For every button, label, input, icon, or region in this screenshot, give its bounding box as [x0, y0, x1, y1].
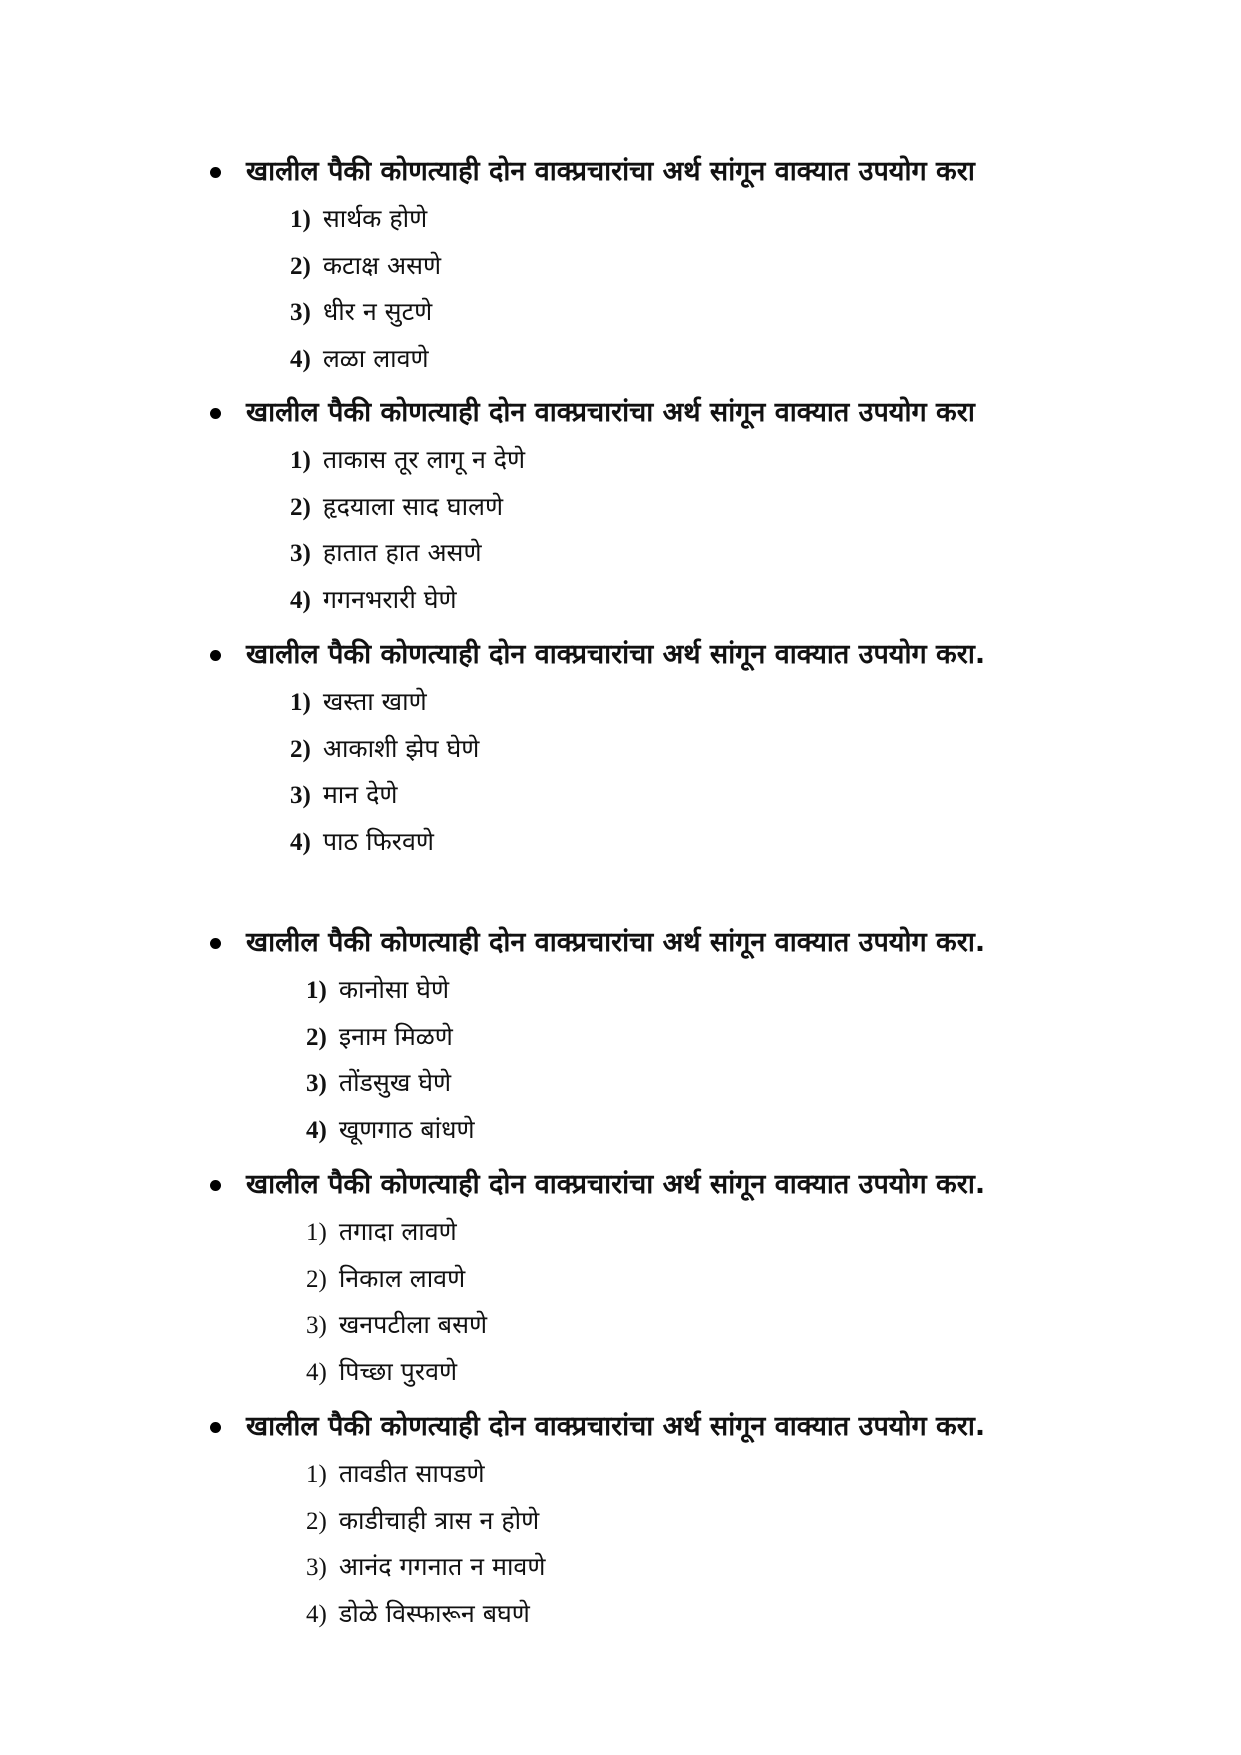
list-item: [306, 1454, 1190, 1501]
list-item: [290, 729, 1190, 776]
option-text: ताकास तूर लागू न देणे: [322, 445, 526, 474]
option-text: तगादा लावणे: [338, 1217, 457, 1246]
bullet-icon: [210, 938, 221, 949]
option-number: 2): [306, 1265, 327, 1293]
option-text: डोळे विस्फारून बघणे: [338, 1598, 530, 1628]
option-text: काडीचाही त्रास न होणे: [338, 1505, 540, 1535]
option-number: 2): [290, 735, 311, 763]
option-number: 4): [306, 1116, 327, 1144]
list-item: [306, 1501, 1190, 1548]
question-heading: [210, 1165, 1190, 1205]
question-prompt: खालील पैकी कोणत्याही दोन वाक्प्रचारांचा अर्थ सांगून वाक्यात उपयोग करा.: [246, 1411, 986, 1442]
option-list: [290, 682, 1190, 868]
option-list: [290, 199, 1190, 385]
option-number: 4): [290, 345, 311, 373]
option-text: सार्थक होणे: [322, 204, 428, 233]
list-item: [306, 1063, 1190, 1110]
list-item: [290, 580, 1190, 627]
option-text: खनपटीला बसणे: [338, 1310, 488, 1339]
option-number: 4): [306, 1358, 327, 1386]
question-heading: [210, 393, 1190, 433]
option-list: [306, 970, 1190, 1156]
list-item: [306, 1212, 1190, 1259]
list-item: [290, 533, 1190, 580]
list-item: [290, 487, 1190, 534]
list-item: [290, 246, 1190, 293]
bullet-icon: [210, 167, 221, 178]
option-number: 1): [306, 977, 327, 1004]
bullet-icon: [210, 408, 221, 419]
option-text: इनाम मिळणे: [338, 1021, 453, 1051]
option-number: 1): [306, 1461, 327, 1488]
option-text: कानोसा घेणे: [338, 975, 450, 1004]
question-heading: [210, 1407, 1190, 1447]
question-block-3: [210, 635, 1190, 868]
option-text: कटाक्ष असणे: [322, 250, 442, 280]
option-text: मान देणे: [322, 780, 398, 809]
list-item: [290, 682, 1190, 729]
bullet-icon: [210, 1180, 221, 1191]
option-number: 3): [290, 540, 311, 567]
option-text: लळा लावणे: [322, 343, 429, 373]
option-text: आकाशी झेप घेणे: [322, 733, 480, 763]
list-item: [290, 775, 1190, 822]
option-number: 2): [306, 1507, 327, 1535]
option-list: [306, 1454, 1190, 1640]
question-block-4: [210, 923, 1190, 1156]
list-item: [306, 1594, 1190, 1641]
list-item: [306, 1017, 1190, 1064]
option-text: हृदयाला साद घालणे: [322, 491, 504, 521]
option-number: 1): [290, 447, 311, 474]
option-number: 4): [290, 586, 311, 614]
option-number: 2): [290, 252, 311, 280]
option-number: 4): [306, 1600, 327, 1628]
question-block-1: [210, 152, 1190, 385]
list-item: [290, 440, 1190, 487]
option-text: गगनभरारी घेणे: [322, 584, 457, 614]
question-block-6: [210, 1407, 1190, 1640]
question-heading: [210, 152, 1190, 192]
option-number: 3): [290, 782, 311, 809]
list-item: [306, 970, 1190, 1017]
bullet-icon: [210, 1422, 221, 1433]
list-item: [306, 1259, 1190, 1306]
question-block-5: [210, 1165, 1190, 1398]
option-number: 1): [290, 206, 311, 233]
option-number: 4): [290, 828, 311, 856]
option-list: [306, 1212, 1190, 1398]
list-item: [306, 1305, 1190, 1352]
list-item: [290, 339, 1190, 386]
option-number: 3): [290, 299, 311, 326]
option-number: 1): [306, 1219, 327, 1246]
list-item: [306, 1110, 1190, 1157]
option-list: [290, 440, 1190, 626]
option-text: धीर न सुटणे: [322, 297, 433, 326]
option-number: 3): [306, 1554, 327, 1581]
question-prompt: खालील पैकी कोणत्याही दोन वाक्प्रचारांचा अर्थ सांगून वाक्यात उपयोग करा: [246, 397, 975, 428]
option-text: तावडीत सापडणे: [338, 1459, 485, 1488]
question-prompt: खालील पैकी कोणत्याही दोन वाक्प्रचारांचा अर्थ सांगून वाक्यात उपयोग करा.: [246, 927, 986, 958]
option-number: 3): [306, 1312, 327, 1339]
option-text: हातात हात असणे: [322, 538, 482, 567]
option-number: 2): [306, 1023, 327, 1051]
option-number: 1): [290, 689, 311, 716]
list-item: [290, 822, 1190, 869]
list-item: [290, 292, 1190, 339]
option-text: आनंद गगनात न मावणे: [338, 1552, 546, 1581]
option-text: पाठ फिरवणे: [322, 826, 434, 856]
list-item: [306, 1547, 1190, 1594]
option-text: तोंडसुख घेणे: [338, 1068, 452, 1097]
question-heading: [210, 923, 1190, 963]
bullet-icon: [210, 650, 221, 661]
question-prompt: खालील पैकी कोणत्याही दोन वाक्प्रचारांचा अर्थ सांगून वाक्यात उपयोग करा.: [246, 1169, 986, 1200]
option-text: खूणगाठ बांधणे: [338, 1114, 475, 1144]
option-text: खस्ता खाणे: [322, 687, 427, 716]
question-block-2: [210, 393, 1190, 626]
option-text: निकाल लावणे: [338, 1263, 466, 1293]
option-text: पिच्छा पुरवणे: [338, 1356, 458, 1386]
list-item: [306, 1352, 1190, 1399]
question-prompt: खालील पैकी कोणत्याही दोन वाक्प्रचारांचा अर्थ सांगून वाक्यात उपयोग करा: [246, 156, 975, 187]
option-number: 2): [290, 493, 311, 521]
option-number: 3): [306, 1070, 327, 1097]
question-prompt: खालील पैकी कोणत्याही दोन वाक्प्रचारांचा अर्थ सांगून वाक्यात उपयोग करा.: [246, 639, 986, 670]
list-item: [290, 199, 1190, 246]
question-heading: [210, 635, 1190, 675]
